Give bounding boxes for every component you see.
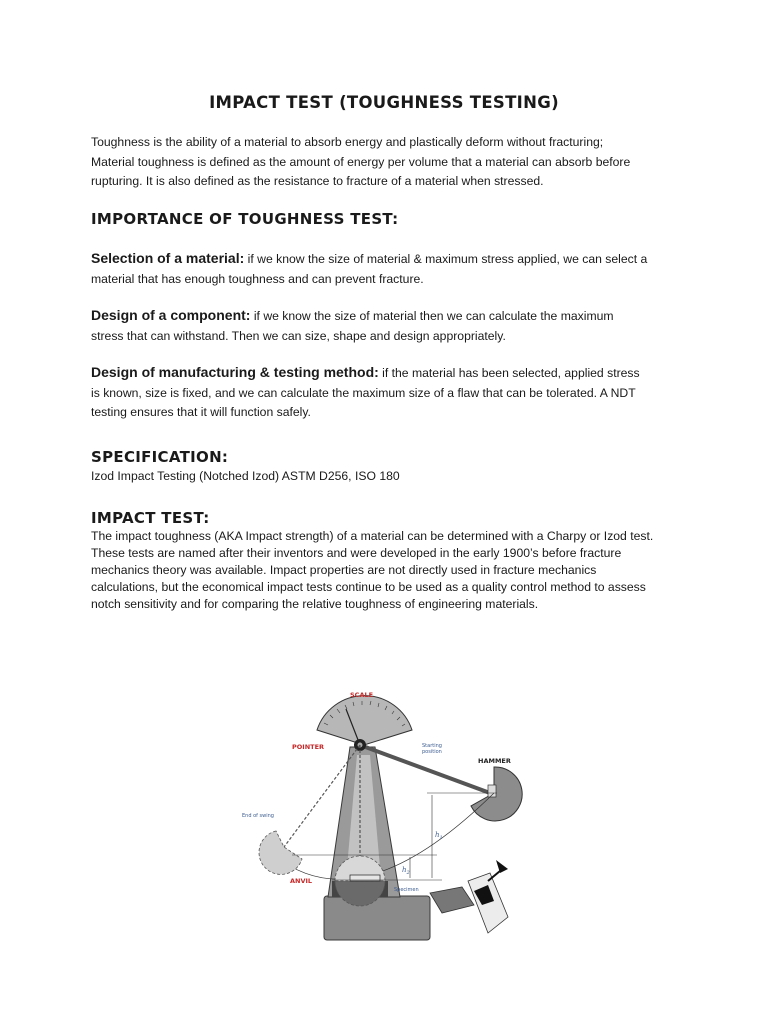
hammer-head <box>471 767 522 821</box>
inset-specimen <box>430 887 474 913</box>
end-swing-hammer <box>259 831 302 874</box>
design-component-paragraph <box>91 306 691 346</box>
end-of-swing-label: End of swing <box>242 813 274 819</box>
impact-heading: IMPACT TEST: <box>91 509 210 527</box>
h1-label: $h_1$ <box>435 831 443 841</box>
impact-tester-svg <box>232 685 532 953</box>
impact-line: The impact toughness (AKA Impact strength) of a material can be determined with a Charpy or Izod test. <box>91 529 654 543</box>
scale-dial <box>317 696 412 745</box>
intro-line: rupturing. It is also defined as the resistance to fracture of a material when stressed. <box>91 174 544 188</box>
specification-text: Izod Impact Testing (Notched Izod) ASTM D256, ISO 180 <box>91 469 400 483</box>
specification-heading: SPECIFICATION: <box>91 448 229 466</box>
impact-line: mechanics theory was available. Impact properties are not directly used in fracture mechanics <box>91 563 597 577</box>
selection-paragraph <box>91 249 691 289</box>
selection-text: if we know the size of material & maximum stress applied, we can select a <box>244 252 648 266</box>
impact-line: These tests are named after their inventors and were developed in the early 1900’s before fracture <box>91 546 622 560</box>
pointer-label: POINTER <box>292 743 325 751</box>
design-component-lead: Design of a component: <box>91 307 251 323</box>
specimen-label: Specimen <box>394 887 419 893</box>
design-manufacturing-lead: Design of manufacturing & testing method: <box>91 364 379 380</box>
impact-line: calculations, but the economical impact tests continue to be used as a quality control method to assess <box>91 580 646 594</box>
design-manufacturing-text: if the material has been selected, applied stress <box>378 366 640 380</box>
page-title: IMPACT TEST (TOUGHNESS TESTING) <box>209 93 559 112</box>
importance-heading: IMPORTANCE OF TOUGHNESS TEST: <box>91 210 399 228</box>
intro-line: Toughness is the ability of a material to absorb energy and plastically deform without fracturing; <box>91 135 604 149</box>
impact-line: notch sensitivity and for comparing the relative toughness of engineering materials. <box>91 597 539 611</box>
starting-position-label: Starting position <box>422 743 442 755</box>
selection-lead: Selection of a material: <box>91 250 245 266</box>
design-component-text: stress that can withstand. Then we can size, shape and design appropriately. <box>91 328 506 343</box>
scale-label: SCALE <box>350 691 374 699</box>
intro-paragraph <box>91 133 691 192</box>
impact-tester-diagram <box>232 685 532 953</box>
intro-line: Material toughness is defined as the amount of energy per volume that a material can absorb before <box>91 154 631 169</box>
selection-text: material that has enough toughness and can prevent fracture. <box>91 271 424 286</box>
design-manufacturing-paragraph <box>91 363 691 423</box>
design-component-text: if we know the size of material then we can calculate the maximum <box>250 309 614 323</box>
inset-arrow-icon <box>496 860 508 873</box>
design-manufacturing-text: testing ensures that it will function safely. <box>91 405 311 419</box>
impact-paragraph <box>91 528 691 613</box>
hammer-label: HAMMER <box>478 757 511 765</box>
h2-label: $h_2$ <box>402 866 410 876</box>
base-plate <box>324 896 430 940</box>
design-manufacturing-text: is known, size is fixed, and we can calculate the maximum size of a flaw that can be tolerated. A NDT <box>91 385 636 400</box>
anvil-label: ANVIL <box>290 877 313 885</box>
